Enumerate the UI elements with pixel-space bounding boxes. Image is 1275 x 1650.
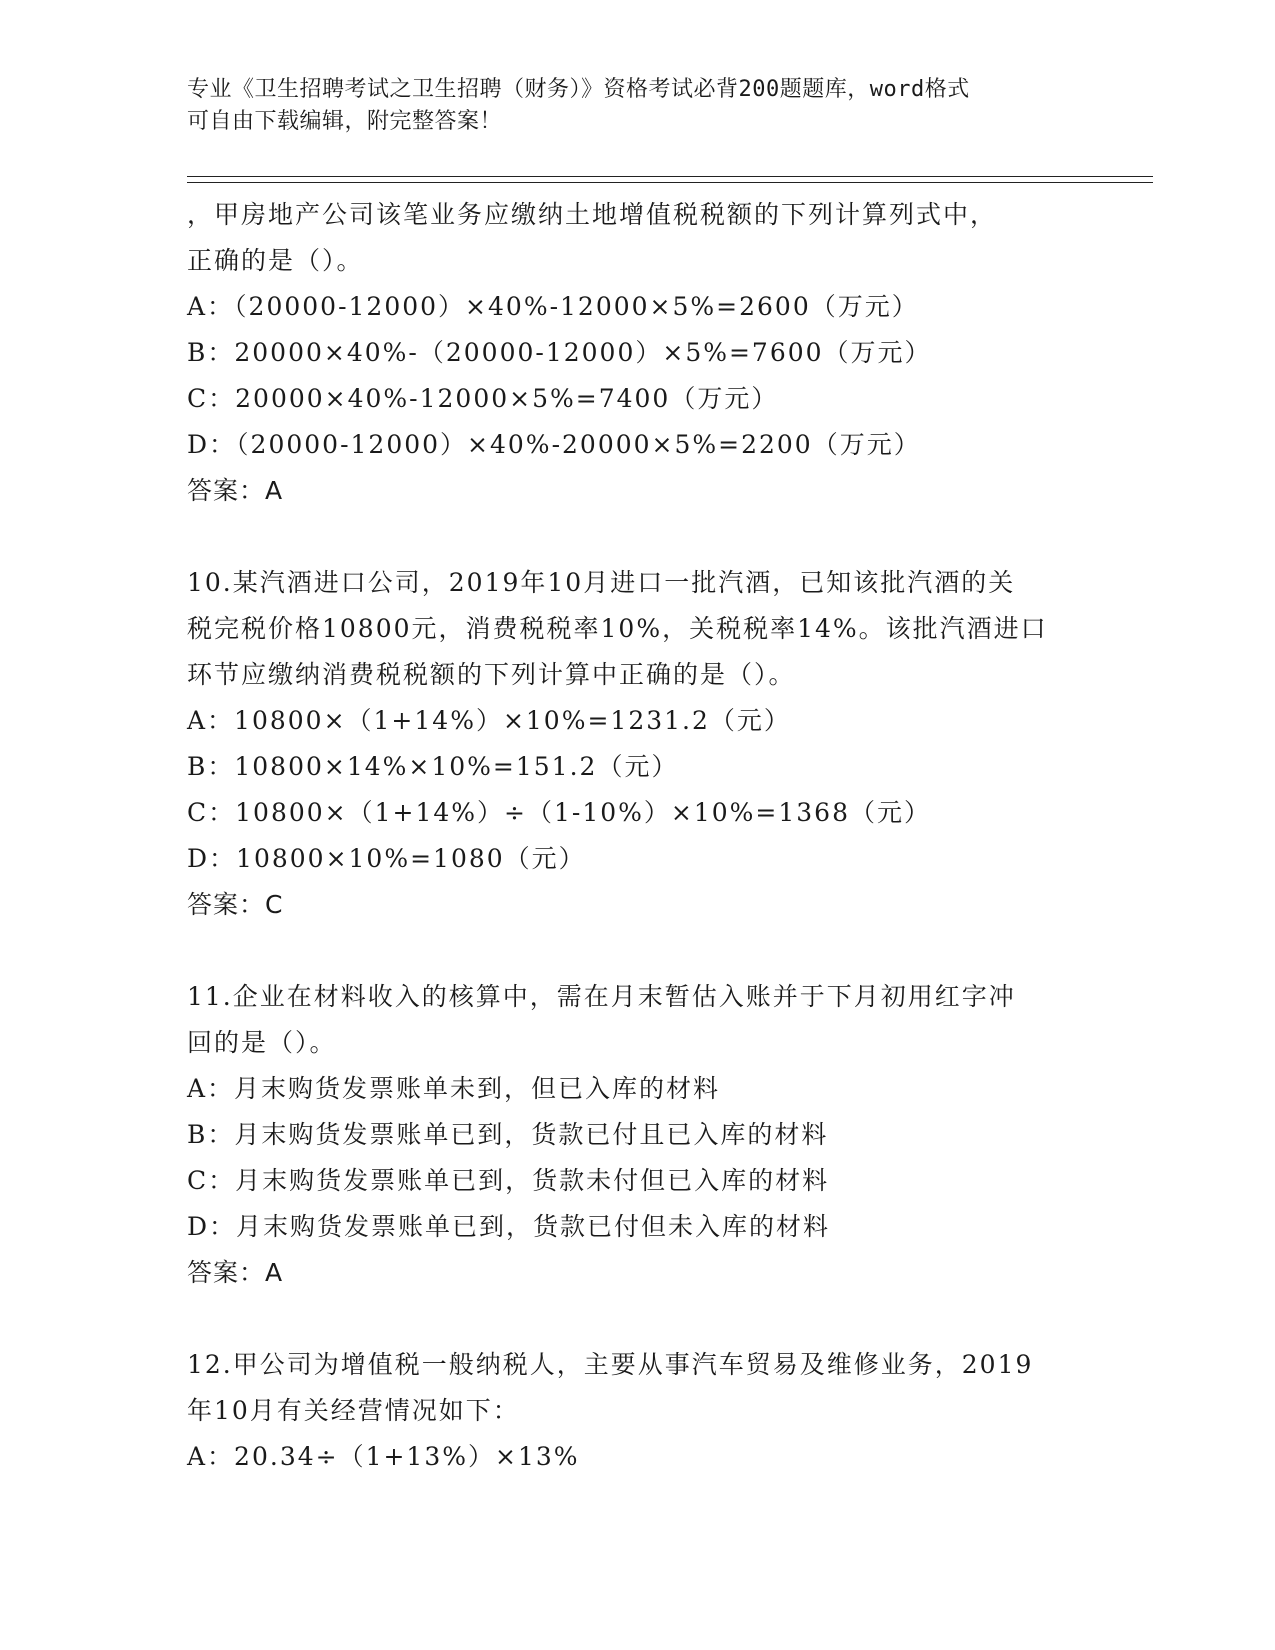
option-d: D：10800×10%=1080（元） xyxy=(187,844,586,873)
header-title-line-1: 专业《卫生招聘考试之卫生招聘（财务）》资格考试必背200题题库，word格式 xyxy=(187,77,970,102)
question-10 xyxy=(187,560,1187,928)
question-9 xyxy=(187,192,1187,514)
option-c: C：20000×40%-12000×5%=7400（万元） xyxy=(187,384,779,413)
option-a: A：月末购货发票账单未到，但已入库的材料 xyxy=(187,1074,721,1103)
option-c: C：10800×（1+14%）÷（1-10%）×10%=1368（元） xyxy=(187,798,931,827)
header-divider-top xyxy=(187,176,1153,177)
answer: 答案：C xyxy=(187,890,284,919)
header-title-line-2: 可自由下载编辑，附完整答案！ xyxy=(187,109,503,134)
question-stem: ，甲房地产公司该笔业务应缴纳土地增值税税额的下列计算列式中， xyxy=(187,200,998,229)
option-b: B：10800×14%×10%=151.2（元） xyxy=(187,752,679,781)
answer: 答案：A xyxy=(187,476,284,505)
spacer xyxy=(187,1296,1187,1342)
question-12 xyxy=(187,1342,1187,1480)
option-a: A：20.34÷（1+13%）×13% xyxy=(187,1442,580,1471)
option-a: A：（20000-12000）×40%-12000×5%=2600（万元） xyxy=(187,292,919,321)
document-header xyxy=(187,74,1087,138)
question-stem: 11.企业在材料收入的核算中，需在月末暂估入账并于下月初用红字冲 xyxy=(187,982,1016,1011)
question-stem: 12.甲公司为增值税一般纳税人，主要从事汽车贸易及维修业务，2019 xyxy=(187,1350,1034,1379)
option-d: D：（20000-12000）×40%-20000×5%=2200（万元） xyxy=(187,430,921,459)
question-stem: 年10月有关经营情况如下： xyxy=(187,1396,520,1425)
option-b: B：月末购货发票账单已到，货款已付且已入库的材料 xyxy=(187,1120,829,1149)
spacer xyxy=(187,514,1187,560)
answer: 答案：A xyxy=(187,1258,284,1287)
question-stem: 回的是（）。 xyxy=(187,1028,337,1057)
question-stem: 税完税价格10800元，消费税税率10%，关税税率14%。该批汽酒进口 xyxy=(187,614,1048,643)
option-b: B：20000×40%-（20000-12000）×5%=7600（万元） xyxy=(187,338,932,367)
option-a: A：10800×（1+14%）×10%=1231.2（元） xyxy=(187,706,791,735)
spacer xyxy=(187,928,1187,974)
question-stem: 环节应缴纳消费税税额的下列计算中正确的是（）。 xyxy=(187,660,796,689)
option-d: D：月末购货发票账单已到，货款已付但未入库的材料 xyxy=(187,1212,831,1241)
question-list xyxy=(187,192,1187,1480)
question-stem: 正确的是（）。 xyxy=(187,246,364,275)
option-c: C：月末购货发票账单已到，货款未付但已入库的材料 xyxy=(187,1166,830,1195)
header-divider-bottom xyxy=(187,182,1153,183)
question-11 xyxy=(187,974,1187,1296)
question-stem: 10.某汽酒进口公司，2019年10月进口一批汽酒，已知该批汽酒的关 xyxy=(187,568,1016,597)
